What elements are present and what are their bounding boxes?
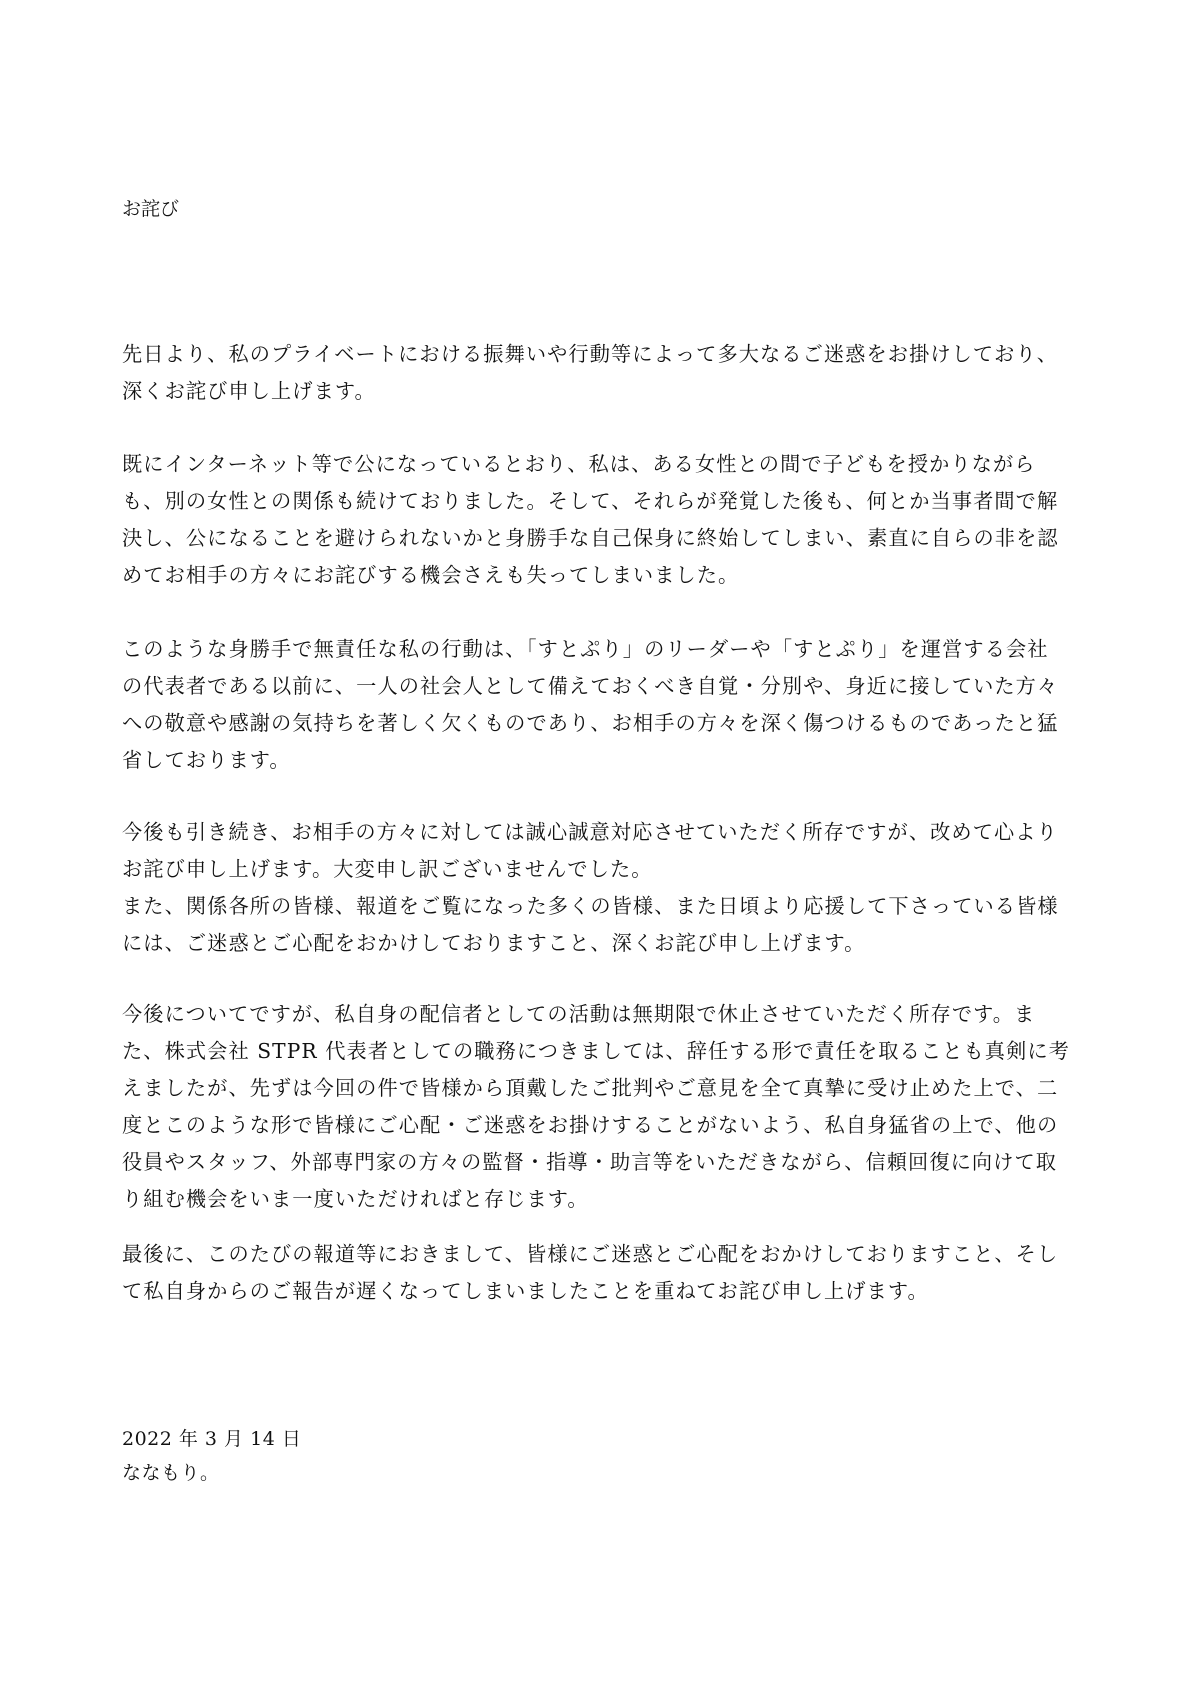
closing-block — [122, 1422, 301, 1490]
paragraph-line: 度とこのような形で皆様にご心配・ご迷惑をお掛けすることがないよう、私自身猛省の上で、他の — [122, 1113, 1059, 1137]
document-title: お詫び — [122, 198, 180, 220]
paragraph-line: 既にインターネット等で公になっているとおり、私は、ある女性との間で子どもを授かりながら — [122, 452, 1036, 476]
paragraph-line: の代表者である以前に、一人の社会人として備えておくべき自覚・分別や、身近に接していた方々 — [122, 674, 1059, 698]
paragraph-line: 今後についてですが、私自身の配信者としての活動は無期限で休止させていただく所存です。ま — [122, 1002, 1036, 1026]
paragraph-line: 深くお詫び申し上げます。 — [122, 379, 376, 403]
signature: ななもり。 — [122, 1462, 220, 1484]
paragraph-line: への敬意や感謝の気持ちを著しく欠くものであり、お相手の方々を深く傷つけるものであったと猛 — [122, 711, 1059, 735]
paragraph-line: 省しております。 — [122, 748, 291, 772]
paragraph-line: 先日より、私のプライベートにおける振舞いや行動等によって多大なるご迷惑をお掛けしており、 — [122, 342, 1059, 366]
paragraph-line: た、株式会社 STPR 代表者としての職務につきましては、辞任する形で責任を取ることも真剣に考 — [122, 1039, 1070, 1063]
paragraph-line: お詫び申し上げます。大変申し訳ございませんでした。 — [122, 857, 653, 881]
paragraph-line: このような身勝手で無責任な私の行動は、「すとぷり」のリーダーや「すとぷり」を運営する会社 — [122, 637, 1049, 661]
paragraph-line: 決し、公になることを避けられないかと身勝手な自己保身に終始してしまい、素直に自らの非を認 — [122, 526, 1059, 550]
paragraph-apology-intro — [122, 336, 1072, 410]
paragraph-line: 最後に、このたびの報道等におきまして、皆様にご迷惑とご心配をおかけしておりますこと、そし — [122, 1242, 1059, 1266]
document-date: 2022 年 3 月 14 日 — [122, 1428, 302, 1450]
paragraph-line: り組む機会をいま一度いただければと存じます。 — [122, 1187, 589, 1211]
paragraph-circumstances — [122, 446, 1072, 594]
paragraph-final-apology — [122, 1236, 1072, 1310]
paragraph-line: えましたが、先ずは今回の件で皆様から頂戴したご批判やご意見を全て真摯に受け止めた上で、二 — [122, 1076, 1059, 1100]
paragraph-line: めてお相手の方々にお詫びする機会さえも失ってしまいました。 — [122, 563, 740, 587]
paragraph-line: 今後も引き続き、お相手の方々に対しては誠心誠意対応させていただく所存ですが、改めて心より — [122, 820, 1058, 844]
paragraph-line: て私自身からのご報告が遅くなってしまいましたことを重ねてお詫び申し上げます。 — [122, 1279, 929, 1303]
paragraph-reflection — [122, 631, 1072, 779]
paragraph-apology-to-parties — [122, 814, 1072, 962]
paragraph-line: には、ご迷惑とご心配をおかけしておりますこと、深くお詫び申し上げます。 — [122, 931, 866, 955]
paragraph-line: また、関係各所の皆様、報道をご覧になった多くの皆様、また日頃より応援して下さっている皆様 — [122, 894, 1059, 918]
paragraph-line: 役員やスタッフ、外部専門家の方々の監督・指導・助言等をいただきながら、信頼回復に向けて取 — [122, 1150, 1058, 1174]
paragraph-line: も、別の女性との関係も続けておりました。そして、それらが発覚した後も、何とか当事者間で解 — [122, 489, 1059, 513]
paragraph-future-plans — [122, 996, 1072, 1218]
